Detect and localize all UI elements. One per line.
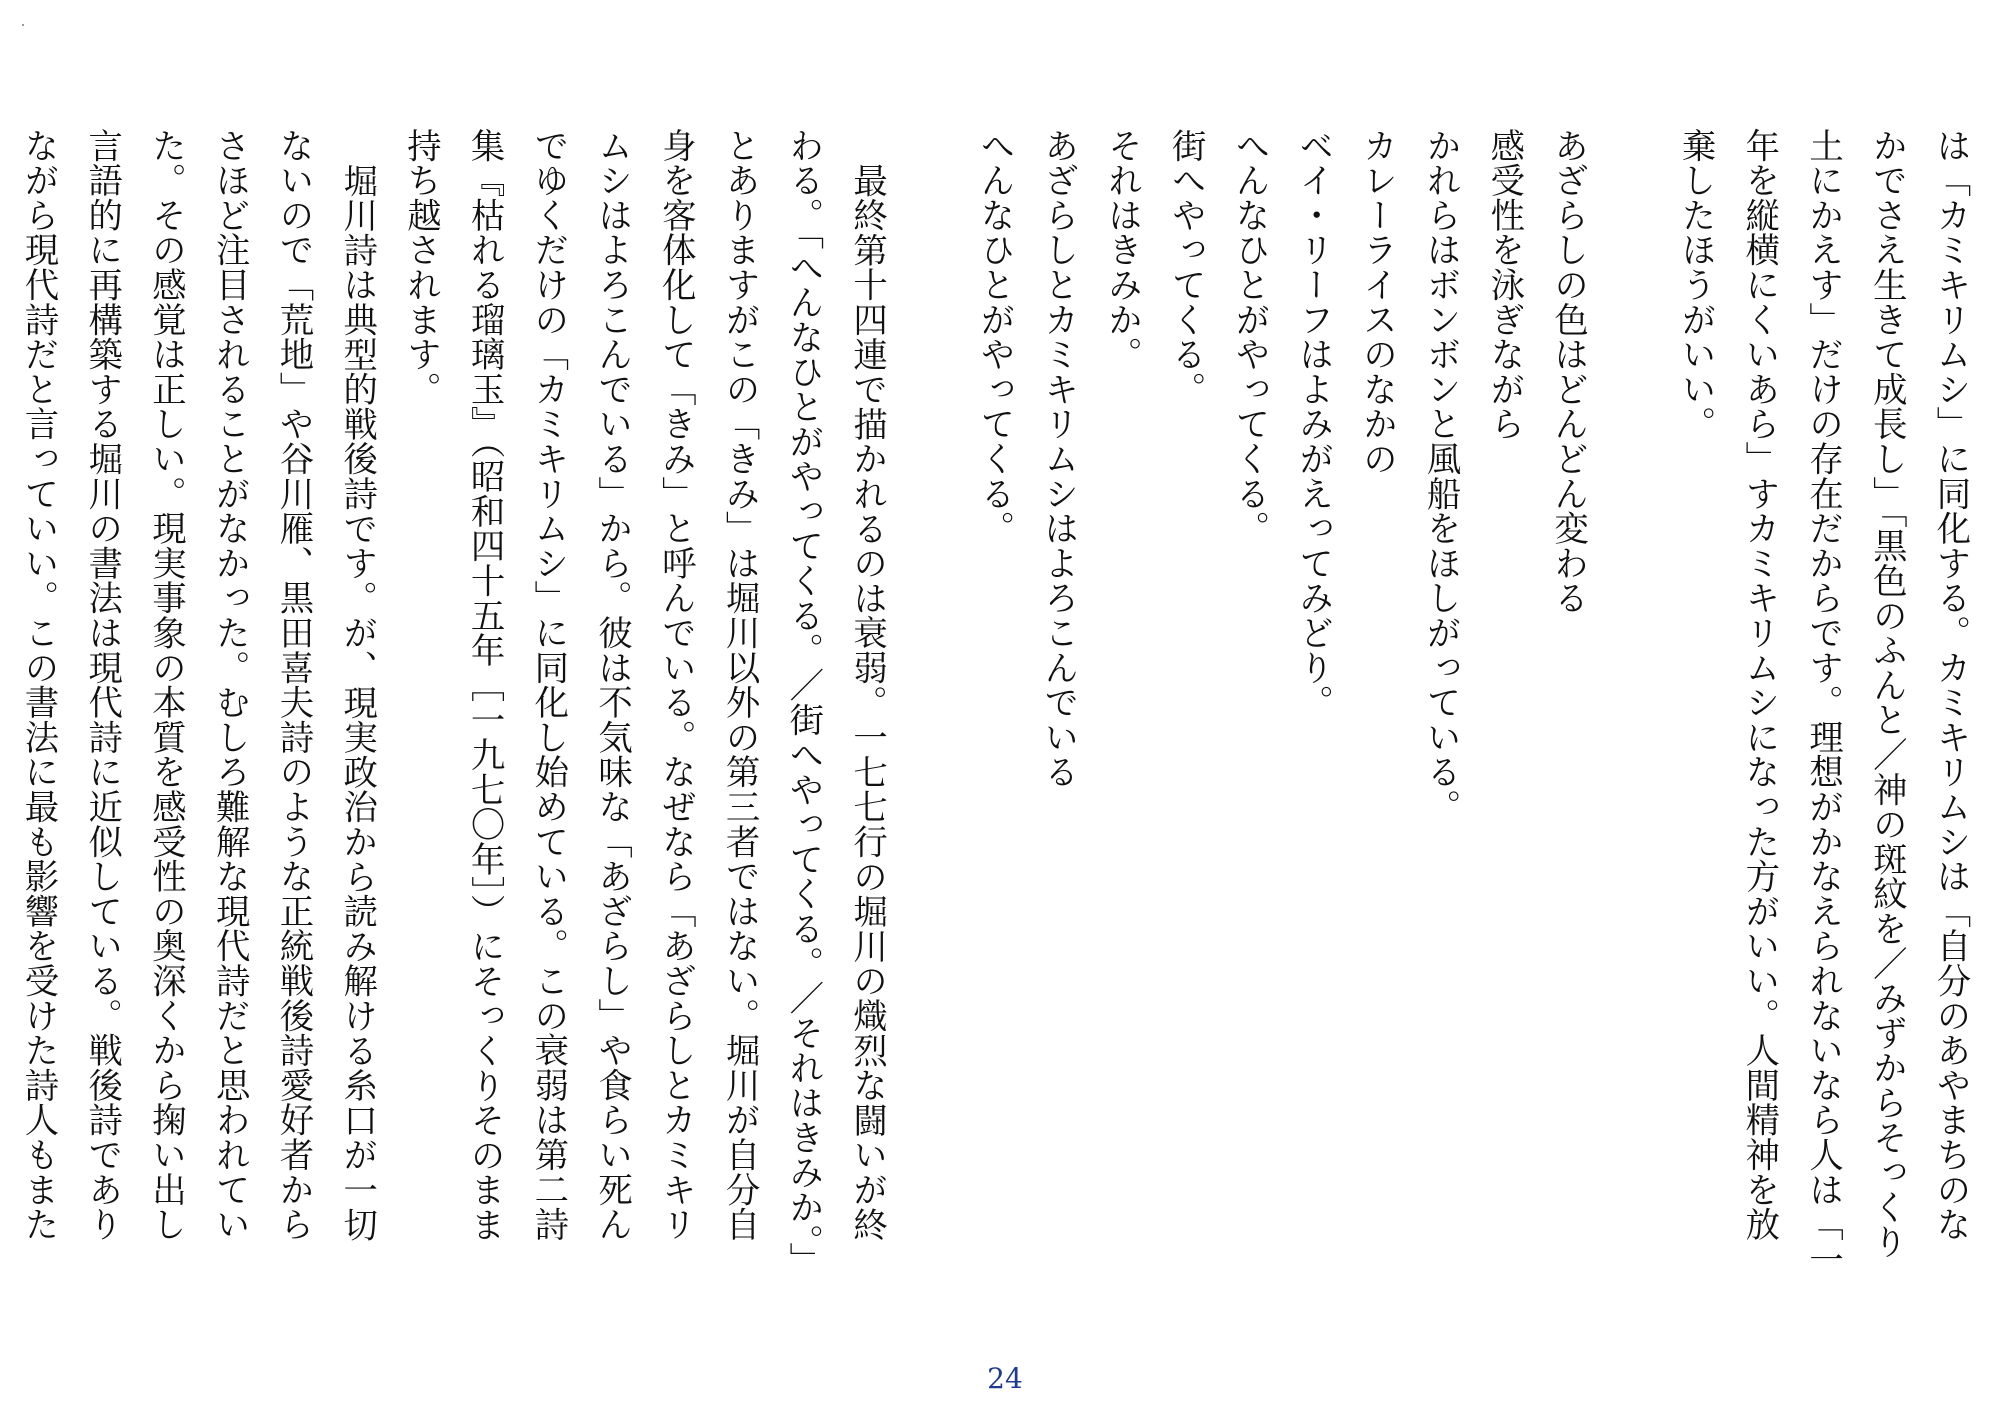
poem-line: ベイ・リーフはよみがえってみどり。 — [1292, 128, 1333, 720]
text-column: 持ち越されます。 — [400, 128, 441, 407]
poem-line: カレーライスのなかの — [1356, 128, 1397, 476]
page-number: 24 — [987, 1362, 1023, 1395]
poem-line: へんなひとがやってくる。 — [1228, 128, 1269, 546]
text-column: とありますがこの「きみ」は堀川以外の第三者ではない。堀川が自分自 — [719, 128, 760, 1242]
text-column: 身を客体化して「きみ」と呼んでいる。なぜなら「あざらしとカミキリ — [655, 128, 696, 1242]
poem-line: 街へやってくる。 — [1165, 128, 1206, 407]
poem-line: 感受性を泳ぎながら — [1483, 128, 1524, 442]
poem-line: かれらはボンボンと風船をほしがっている。 — [1420, 128, 1461, 824]
text-column: さほど注目されることがなかった。むしろ難解な現代詩だと思われてい — [209, 128, 250, 1242]
text-column: 土にかえす」だけの存在だからです。理想がかなえられないなら人は「一 — [1802, 128, 1843, 1277]
text-column: 棄したほうがいい。 — [1675, 128, 1716, 442]
text-column: わる。「へんなひとがやってくる。／街へやってくる。／それはきみか。」 — [782, 128, 823, 1277]
scan-mark — [22, 24, 24, 26]
text-column: ムシはよろこんでいる」から。彼は不気味な「あざらし」や食らい死ん — [591, 128, 632, 1242]
text-column: た。その感覚は正しい。現実事象の本質を感受性の奥深くから掬い出し — [145, 128, 186, 1242]
text-column: 年を縦横にくいあら」すカミキリムシになった方がいい。人間精神を放 — [1738, 128, 1779, 1242]
poem-line: へんなひとがやってくる。 — [974, 128, 1014, 546]
poem-line: あざらしとカミキリムシはよろこんでいる — [1037, 128, 1078, 790]
text-column: ないので「荒地」や谷川雁、黒田喜夫詩のような正統戦後詩愛好者から — [272, 128, 313, 1242]
text-column: 堀川詩は典型的戦後詩です。が、現実政治から読み解ける糸口が一切 — [336, 163, 377, 1242]
text-column: ながら現代詩だと言っていい。この書法に最も影響を受けた詩人もまた — [18, 128, 58, 1242]
text-column: は「カミキリムシ」に同化する。カミキリムシは「自分のあやまちのな — [1930, 128, 1970, 1242]
poem-line: それはきみか。 — [1101, 128, 1142, 372]
text-column: 集『枯れる瑠璃玉』（昭和四十五年［一九七〇年］）にそっくりそのまま — [464, 128, 505, 1242]
text-column: でゆくだけの「カミキリムシ」に同化し始めている。この衰弱は第二詩 — [527, 128, 568, 1242]
text-column: かでさえ生きて成長し」「黒色のふんと／神の斑紋を／みずからそっくり — [1866, 128, 1907, 1260]
text-column: 言語的に再構築する堀川の書法は現代詩に近似している。戦後詩であり — [81, 128, 122, 1242]
poem-line: あざらしの色はどんどん変わる — [1547, 128, 1588, 616]
text-column: 最終第十四連で描かれるのは衰弱。一七七行の堀川の熾烈な闘いが終 — [846, 163, 887, 1242]
